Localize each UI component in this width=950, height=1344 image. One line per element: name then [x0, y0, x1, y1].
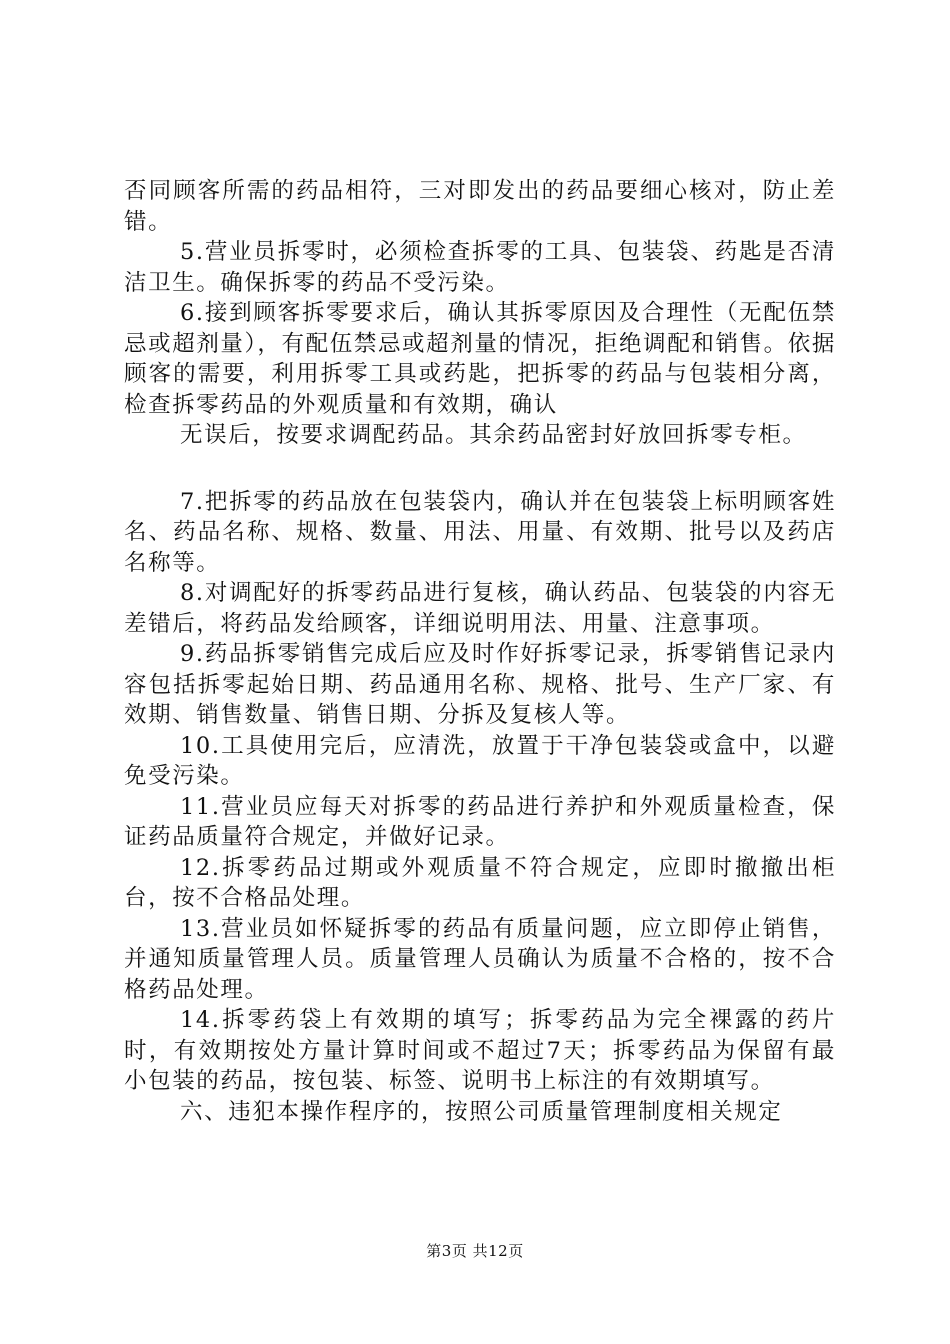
paragraph-continued: 否同顾客所需的药品相符，三对即发出的药品要细心核对，防止差错。	[124, 178, 836, 235]
paragraph-item-9: 9.药品拆零销售完成后应及时作好拆零记录，拆零销售记录内容包括拆零起始日期、药品通用名称、规格、批号、生产厂家、有效期、销售数量、销售日期、分拆及复核人等。	[124, 641, 836, 728]
document-body	[124, 176, 836, 1127]
paragraph-item-7: 7.把拆零的药品放在包装袋内，确认并在包装袋上标明顾客姓名、药品名称、规格、数量、用法、用量、有效期、批号以及药店名称等。	[124, 488, 836, 576]
paragraph-item-11: 11.营业员应每天对拆零的药品进行养护和外观质量检查，保证药品质量符合规定，并做好记录。	[124, 793, 836, 850]
paragraph-item-14: 14.拆零药袋上有效期的填写；拆零药品为完全裸露的药片时，有效期按处方量计算时间或不超过7天；拆零药品为保留有最小包装的药品，按包装、标签、说明书上标注的有效期填写。	[124, 1007, 836, 1094]
paragraph-item-10: 10.工具使用完后，应清洗，放置于干净包装袋或盒中，以避免受污染。	[124, 732, 836, 789]
paragraph-item-6-continued: 无误后，按要求调配药品。其余药品密封好放回拆零专柜。	[180, 422, 807, 448]
paragraph-item-5: 5.营业员拆零时，必须检查拆零的工具、包装袋、药匙是否清洁卫生。确保拆零的药品不受污染。	[124, 239, 836, 296]
paragraph-section-6: 六、违犯本操作程序的，按照公司质量管理制度相关规定	[180, 1098, 783, 1125]
paragraph-item-12: 12.拆零药品过期或外观质量不符合规定，应即时撤撤出柜台，按不合格品处理。	[124, 854, 836, 911]
paragraph-item-6: 6.接到顾客拆零要求后，确认其拆零原因及合理性（无配伍禁忌或超剂量），有配伍禁忌或超剂量的情况，拒绝调配和销售。依据顾客的需要，利用拆零工具或药匙，把拆零的药品与包装相分离，检查拆零药品的外观质量和有效期，确认	[124, 300, 836, 418]
page-number-footer: 第3页 共12页	[426, 1242, 524, 1260]
paragraph-item-13: 13.营业员如怀疑拆零的药品有质量问题，应立即停止销售，并通知质量管理人员。质量管理人员确认为质量不合格的，按不合格药品处理。	[124, 915, 836, 1003]
paragraph-item-8: 8.对调配好的拆零药品进行复核，确认药品、包装袋的内容无差错后，将药品发给顾客，详细说明用法、用量、注意事项。	[124, 580, 836, 637]
